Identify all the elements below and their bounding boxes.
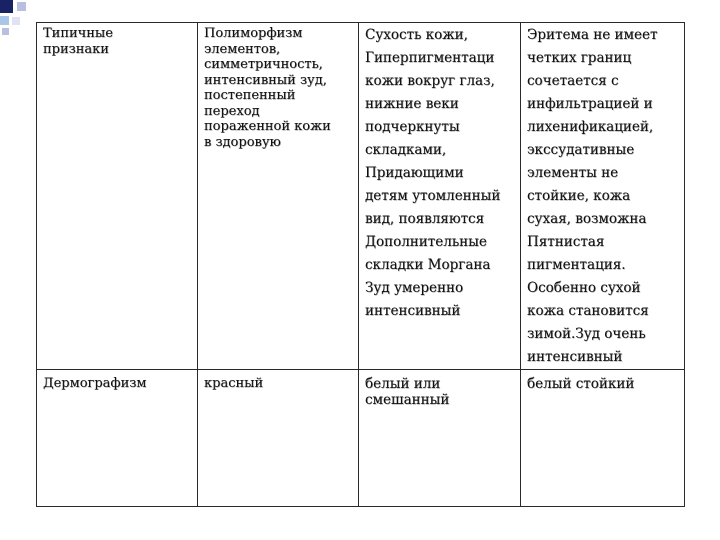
table-cell [521,370,685,507]
table-cell [198,370,359,507]
table-cell [359,23,521,370]
cell-text: Эритема не имеет четких границ сочетается с инфильтрацией и лихенификацией, экссудативные элементы не стойкие, кожа сухая, возможна Пятнистая пигментация. Особенно сухой кожа становится зимой.Зуд очень интенсивный [527,27,658,365]
table-cell [198,23,359,370]
cell-text: красный [204,376,264,391]
cell-text: Дермографизм [43,376,147,391]
cell-text: Типичные признаки [43,26,113,57]
cell-text: Сухость кожи, Гиперпигментаци кожи вокруг глаз, нижние веки подчеркнуты складками, Придающими детям утомленный вид, появляются Дополнительные складки Моргана Зуд умеренно интенсивный [365,27,501,319]
decor-square-navy [0,0,13,13]
cell-text: белый стойкий [527,376,635,392]
table-cell [521,23,685,370]
row-header-dermographism [37,370,198,507]
decor-square-pale [12,17,20,25]
comparison-table-container [36,22,684,507]
decor-square-lavender-small [2,28,9,35]
decor-square-sky [0,16,9,25]
row-header-typical-signs [37,23,198,370]
cell-text: Полиморфизм элементов, симметричность, интенсивный зуд, постепенный переход пораженной кожи в здоровую [204,26,331,150]
table-cell [359,370,521,507]
table-row-dermographism [37,370,685,507]
cell-text: белый или смешанный [365,376,450,408]
decor-square-lavender [17,2,26,11]
table-row-typical-signs [37,23,685,370]
comparison-table [36,22,685,507]
